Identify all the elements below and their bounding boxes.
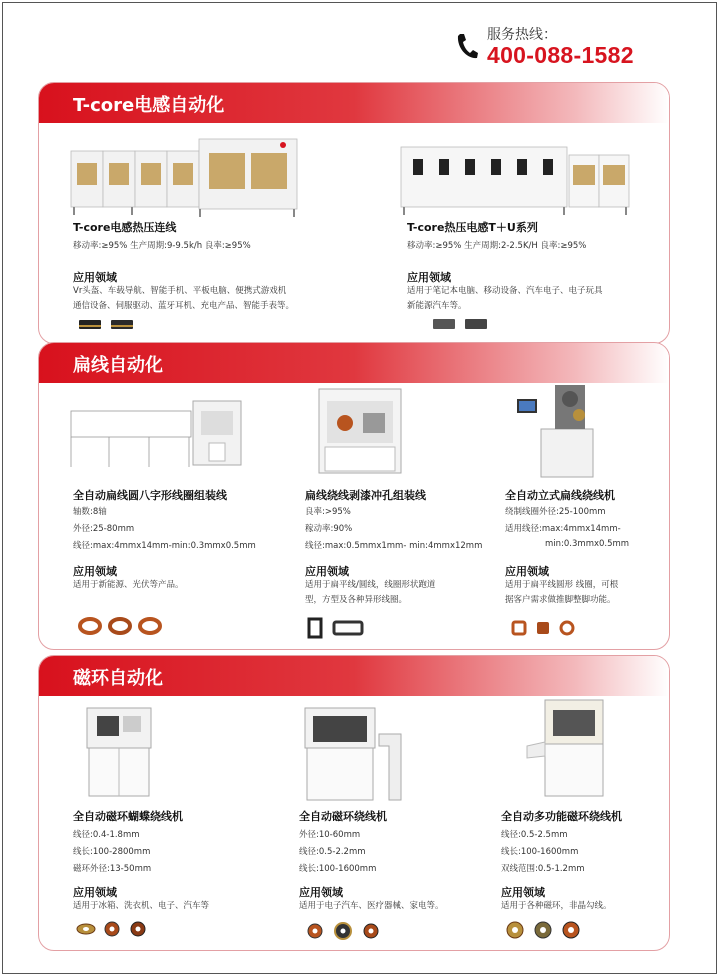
section-flat-wire	[38, 342, 670, 650]
product-name: T-core热压电感T＋U系列	[407, 221, 538, 234]
toroid-coil-icon	[303, 920, 327, 940]
product-thumbnails	[305, 617, 365, 639]
toroid-coil-icon	[531, 918, 555, 940]
hotline-label: 服务热线：	[487, 27, 557, 43]
product-thumbnails	[77, 317, 137, 331]
product-spec: 线长:100-1600mm	[501, 847, 579, 857]
hotline-number: 400-088-1582	[487, 42, 634, 68]
machine-image-butterfly-winder	[83, 704, 157, 800]
product-spec: min:0.3mmx0.5mm	[545, 539, 630, 549]
product-thumbnails	[303, 920, 383, 940]
product-spec: 外径:25-80mm	[73, 524, 135, 534]
product-name: 全自动磁环蝴蝶绕线机	[73, 810, 183, 823]
copper-coil-icon	[533, 619, 553, 637]
toroid-coil-icon	[559, 918, 583, 940]
toroid-coil-icon	[101, 920, 123, 938]
product-spec: 绕制线圈外径:25-100mm	[505, 507, 606, 517]
machine-image-tcore-tu	[399, 141, 639, 217]
copper-coil-icon	[137, 615, 163, 637]
product-spec: 线径:0.5-2.2mm	[299, 847, 366, 857]
machine-image-strip-punch-line	[315, 385, 407, 481]
section-banner	[39, 656, 669, 696]
machine-image-vertical-winder	[515, 379, 605, 481]
application-text: 适用于冰箱、洗衣机、电子、汽车等	[73, 901, 210, 911]
machine-image-flat-coil-line	[69, 395, 249, 473]
toroid-coil-icon	[331, 920, 355, 940]
machine-image-multifunction-winder	[525, 696, 611, 800]
application-heading: 应用领域	[305, 565, 349, 578]
product-spec: 稼动率:90%	[305, 524, 353, 534]
application-heading: 应用领域	[299, 886, 343, 899]
section-toroid	[38, 655, 670, 951]
application-text: 适用于扁平线圆形 线圈，可根 据客户需求做推脚整脚功能。	[505, 580, 619, 605]
product-spec: 线径:0.5-2.5mm	[501, 830, 568, 840]
application-heading: 应用领域	[501, 886, 545, 899]
copper-coil-icon	[557, 619, 577, 637]
machine-image-toroid-winder	[301, 704, 411, 804]
product-name: T-core电感热压连线	[73, 221, 177, 234]
application-heading: 应用领域	[73, 886, 117, 899]
product-thumbnails	[75, 920, 149, 938]
product-thumbnails	[509, 619, 577, 637]
product-thumbnails	[503, 918, 583, 940]
product-spec: 良率:>95%	[305, 507, 351, 517]
toroid-coil-icon	[503, 918, 527, 940]
copper-coil-icon	[509, 619, 529, 637]
inductor-part-icon	[463, 317, 491, 331]
application-heading: 应用领域	[407, 271, 451, 284]
product-name: 全自动磁环绕线机	[299, 810, 387, 823]
section-title: 磁环自动化	[73, 668, 163, 689]
inductor-part-icon	[77, 317, 105, 331]
application-text: 适用于新能源、光伏等产品。	[73, 580, 184, 590]
phone-icon	[455, 32, 479, 60]
application-text: 适用于电子汽车、医疗器械、家电等。	[299, 901, 444, 911]
product-name: 扁线绕线剥漆冲孔组装线	[305, 489, 426, 502]
application-heading: 应用领域	[73, 271, 117, 284]
product-spec: 线长:100-1600mm	[299, 864, 377, 874]
toroid-coil-icon	[75, 920, 97, 938]
application-text: 适用于扁平线/圆线，线圈形状跑道 型，方型及各种异形线圈。	[305, 580, 436, 605]
product-spec: 移动率:≥95% 生产周期:9-9.5k/h 良率:≥95%	[73, 241, 251, 251]
application-text: Vr头盔、车载导航、智能手机、平板电脑、便携式游戏机 通信设备、伺服驱动、蓝牙耳机、充电产品、智能手表等。	[73, 286, 295, 311]
product-spec: 线径:max:4mmx14mm-min:0.3mmx0.5mm	[73, 541, 256, 551]
machine-image-tcore-line	[69, 129, 309, 219]
product-spec: 线径:max:0.5mmx1mm- min:4mmx12mm	[305, 541, 483, 551]
product-spec: 轴数:8轴	[73, 507, 107, 517]
product-spec: 移动率:≥95% 生产周期:2-2.5K/H 良率:≥95%	[407, 241, 587, 251]
product-spec: 适用线径:max:4mmx14mm-	[505, 524, 621, 534]
product-thumbnails	[431, 317, 491, 331]
racetrack-coil-icon	[331, 618, 365, 638]
inductor-part-icon	[431, 317, 459, 331]
product-spec: 外径:10-60mm	[299, 830, 361, 840]
product-name: 全自动扁线圆八字形线圈组装线	[73, 489, 227, 502]
section-tcore	[38, 82, 670, 344]
product-spec: 磁环外径:13-50mm	[73, 864, 152, 874]
application-heading: 应用领域	[505, 565, 549, 578]
application-text: 适用于各种磁环，非晶勾线。	[501, 901, 612, 911]
inductor-part-icon	[109, 317, 137, 331]
product-spec: 双线范围:0.5-1.2mm	[501, 864, 585, 874]
product-name: 全自动立式扁线绕线机	[505, 489, 615, 502]
toroid-coil-icon	[127, 920, 149, 938]
section-banner	[39, 343, 669, 383]
copper-coil-icon	[107, 615, 133, 637]
flat-coil-icon	[305, 617, 327, 639]
copper-coil-icon	[77, 615, 103, 637]
application-heading: 应用领域	[73, 565, 117, 578]
product-spec: 线长:100-2800mm	[73, 847, 151, 857]
section-title: 扁线自动化	[73, 355, 163, 376]
hotline	[455, 22, 685, 72]
product-spec: 线径:0.4-1.8mm	[73, 830, 140, 840]
toroid-coil-icon	[359, 920, 383, 940]
application-text: 适用于笔记本电脑、移动设备、汽车电子、电子玩具 新能源汽车等。	[407, 286, 603, 311]
section-title: T-core电感自动化	[73, 95, 225, 116]
product-name: 全自动多功能磁环绕线机	[501, 810, 622, 823]
section-banner	[39, 83, 669, 123]
product-thumbnails	[77, 615, 163, 637]
